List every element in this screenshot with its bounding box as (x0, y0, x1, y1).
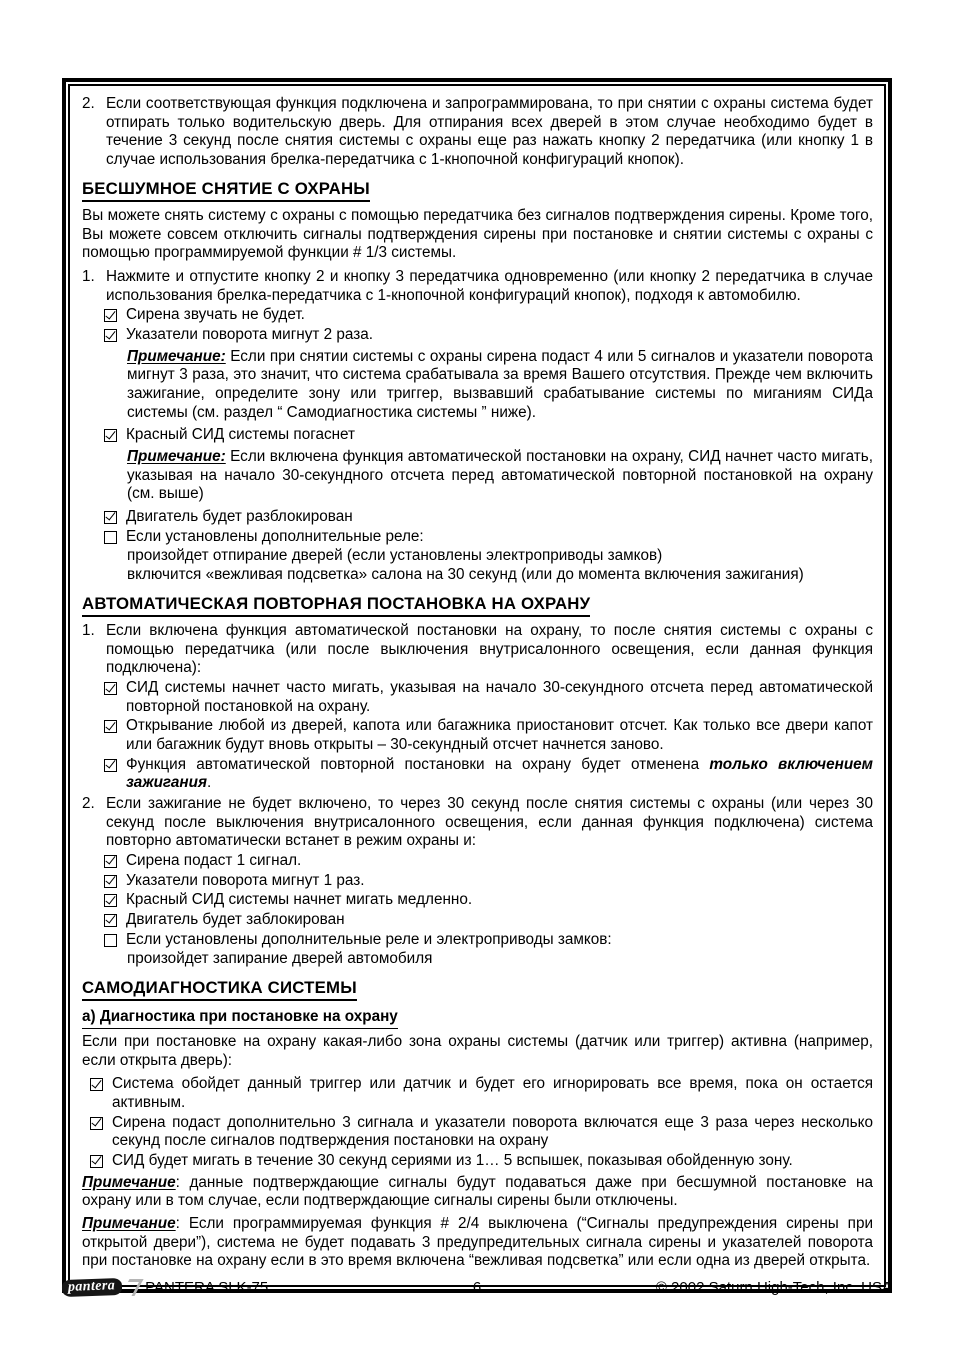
document-body (68, 84, 886, 1287)
checklist-item (90, 1114, 873, 1151)
pantera-logo-text: pantera (67, 1277, 116, 1295)
checklist-item (104, 426, 873, 445)
checklist-item (104, 872, 873, 891)
section-heading: БЕСШУМНОЕ СНЯТИЕ С ОХРАНЫ (82, 179, 370, 202)
footer-copyright: © 2002 Saturn High-Tech, Inc. USA (655, 1278, 892, 1296)
checklist-text: Сирена подаст дополнительно 3 сигнала и указатели поворота включатся еще 3 раза через несколько секунд после сигналов подтверждения постановки на охрану (112, 1113, 873, 1150)
checklist-item (104, 306, 873, 325)
checklist-item (90, 1075, 873, 1112)
checkbox-checked-icon (90, 1117, 103, 1130)
sub-section-heading: а) Диагностика при постановке на охрану (82, 1008, 398, 1029)
checklist-item (104, 326, 873, 345)
checklist-text: Система обойдет данный триггер или датчик и будет его игнорировать все время, пока он остается активным. (112, 1075, 873, 1111)
checklist-item (104, 508, 873, 527)
item-text: Если включена функция автоматической постановки на охрану, то после снятия системы с охраны с помощью передатчика (или после выключения внутрисалонного освещения, если данная функция подключена): (106, 622, 873, 677)
checklist-text: СИД будет мигать в течение 30 секунд сериями из 1… 5 вспышек, показывая обойденную зону. (112, 1151, 793, 1169)
note-text: Если программируемая функция # 2/4 выключена (“Сигналы предупреждения сирены при открытой двери”), система не будет подавать 3 предупредительных сигнала сирены и указателей поворота при постановке на охрану если в это время включена “вежливая подсветка” или если одна из дверей открыта. (82, 1214, 873, 1270)
paragraph: Если при постановке на охрану какая-либо зона охраны системы (датчик или триггер) активна (например, если открыта дверь): (82, 1033, 873, 1069)
numbered-item (82, 95, 873, 170)
checklist-text: Если установлены дополнительные реле: (126, 527, 424, 545)
item-text: Если соответствующая функция подключена и запрограммирована, то при снятии с охраны система будет отпирать только водительскую дверь. Для отпирания всех дверей в этом случае необходимо будет в течение 3 секунд после снятия системы с охраны еще раз нажать кнопку 2 передатчика (или кнопку 1 в случае использования брелка-передатчика с 1-кнопочной конфигураций кнопок). (106, 95, 873, 168)
numbered-item (82, 622, 873, 678)
note-paragraph (127, 448, 873, 504)
checklist-text: Указатели поворота мигнут 1 раз. (126, 871, 365, 889)
numbered-item (82, 268, 873, 305)
note-paragraph (127, 348, 873, 423)
checklist-text: Указатели поворота мигнут 2 раза. (126, 326, 374, 344)
note-paragraph: Примечание: данные подтверждающие сигналы будут подаваться даже при бесшумной постановке на охрану или в том случае, если подтверждающие сигналы сирены были отключены. (82, 1173, 874, 1210)
checklist-text: Двигатель будет разблокирован (126, 507, 353, 525)
checkbox-unchecked-icon (104, 531, 117, 544)
checklist-subline: произойдет запирание дверей автомобиля (127, 950, 433, 968)
checkbox-checked-icon (104, 682, 117, 695)
item-text: Если зажигание не будет включено, то через 30 секунд после снятия системы с охраны (или через 30 секунд после выключения внутрисалонного освещения, если данная функция подключена) система повторно автоматически встанет в режим охраны и: (106, 794, 873, 850)
checkbox-checked-icon (104, 329, 117, 342)
checklist-item (90, 1152, 873, 1171)
pantera-logo (62, 1277, 123, 1296)
note-label: Примечание (82, 1214, 176, 1232)
checklist-text: Открывание любой из дверей, капота или багажника приостановит отсчет. Как только все двери капот или багажник будут вновь открыты – 30-секундный отсчет начнется заново. (126, 717, 873, 753)
note-label: Примечание: (127, 447, 226, 465)
page-footer (62, 1278, 892, 1296)
footer-product-name: PANTERA SLK-75 (145, 1278, 269, 1296)
checklist-item (104, 852, 873, 871)
checklist-item (104, 528, 873, 547)
footer-page-number: 6 (472, 1278, 482, 1296)
section-heading: САМОДИАГНОСТИКА СИСТЕМЫ (82, 978, 357, 1001)
checklist-text: СИД системы начнет часто мигать, указывая на начало 30-секундного отсчета перед автоматической повторной постановкой на охрану. (126, 679, 873, 715)
note-text: Если при снятии системы с охраны сирена подаст 4 или 5 сигналов и указатели поворота мигнут 3 раза, это значит, что система срабатывала за время Вашего отсутствия. Прежде чем включить зажигание, определите зону или триггер, вызвавший срабатывание системы по миганиям СИДа системы (см. раздел “ Самодиагностика системы ” ниже). (127, 347, 873, 421)
numbered-item (82, 795, 873, 851)
checklist-text: Красный СИД системы погаснет (126, 426, 356, 444)
checklist-item (104, 931, 873, 950)
note-text: данные подтверждающие сигналы будут подаваться даже при бесшумной постановке на охрану или в том случае, если подтверждающие сигналы сирены были отключены. (82, 1173, 874, 1210)
checkbox-checked-icon (104, 511, 117, 524)
checkbox-checked-icon (90, 1155, 103, 1168)
checklist-item (104, 756, 873, 793)
checklist-text: Красный СИД системы начнет мигать медленно. (126, 891, 473, 909)
footer-brand (62, 1278, 473, 1296)
checkbox-checked-icon (104, 720, 117, 733)
item-number: 1. (82, 622, 95, 640)
checklist-item (104, 717, 873, 754)
checkbox-checked-icon (90, 1078, 103, 1091)
checkbox-checked-icon (104, 309, 117, 322)
note-label: Примечание (82, 1173, 176, 1191)
checklist-text: Двигатель будет заблокирован (126, 910, 345, 928)
section-heading: АВТОМАТИЧЕСКАЯ ПОВТОРНАЯ ПОСТАНОВКА НА ОХРАНУ (82, 594, 590, 617)
item-number: 2. (82, 95, 95, 112)
checkbox-unchecked-icon (104, 934, 117, 947)
checkbox-checked-icon (104, 429, 117, 442)
note-label: Примечание: (127, 347, 226, 365)
checklist-item (104, 891, 873, 910)
checklist-text: Сирена подаст 1 сигнал. (126, 851, 302, 869)
page-border-frame (62, 78, 892, 1293)
checklist-item (104, 911, 873, 930)
emphasized-text: только включением зажигания (126, 755, 873, 792)
checkbox-checked-icon (104, 914, 117, 927)
checklist-text: Если установлены дополнительные реле и электроприводы замков: (126, 930, 612, 948)
pantera-logo-panther-icon (121, 1279, 144, 1296)
paragraph: Вы можете снять систему с охраны с помощью передатчика без сигналов подтверждения сирены. Кроме того, Вы можете совсем отключить сигналы подтверждения сирены при постановке и снятии системы с охраны с помощью программируемой функции # 1/3 системы. (82, 207, 873, 262)
checkbox-checked-icon (104, 855, 117, 868)
checklist-text: Сирена звучать не будет. (126, 306, 305, 324)
checklist-text: Функция автоматической повторной постановки на охрану будет отменена только включением зажигания. (126, 755, 873, 792)
checkbox-checked-icon (104, 875, 117, 888)
checklist-item (104, 679, 873, 716)
checklist-subline: включится «вежливая подсветка» салона на 30 секунд (или до момента включения зажигания) (127, 565, 804, 583)
checkbox-checked-icon (104, 759, 117, 772)
item-text: Нажмите и отпустите кнопку 2 и кнопку 3 передатчика одновременно (или кнопку 2 передатчика в случае использования брелка-передатчика с 1-кнопочной конфигураций кнопок), подходя к автомобилю. (106, 268, 873, 304)
item-number: 1. (82, 268, 95, 286)
checkbox-checked-icon (104, 894, 117, 907)
checklist-subline: произойдет отпирание дверей (если установлены электроприводы замков) (127, 547, 663, 565)
note-paragraph: Примечание: Если программируемая функция # 2/4 выключена (“Сигналы предупреждения сирены при открытой двери”), система не будет подавать 3 предупредительных сигнала сирены и указателей поворота при постановке на охрану если в это время включена “вежливая подсветка” или если одна из дверей открыта. (82, 1214, 873, 1270)
item-number: 2. (82, 794, 95, 812)
note-text: Если включена функция автоматической постановки на охрану, СИД начнет часто мигать, указывая на начало 30-секундного отсчета перед автоматической повторной постановкой на охрану (см. выше) (127, 447, 874, 503)
